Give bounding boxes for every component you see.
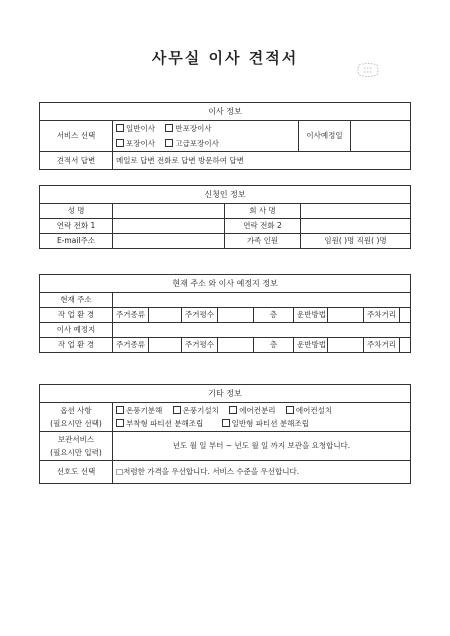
storage-period-field[interactable]: 년도 월 일 부터 ~ 년도 월 일 까지 보관을 요청합니다. xyxy=(113,432,411,461)
aircon-removal-checkbox[interactable]: 에어컨분리 xyxy=(229,406,275,415)
family-count-field[interactable]: 임원( )명 직원( )명 xyxy=(301,234,411,249)
current-parking-distance-label: 주차거리 xyxy=(364,308,400,323)
phone1-label: 연락 전화 1 xyxy=(40,219,113,234)
company-label: 회 사 명 xyxy=(225,204,301,219)
address-info-table xyxy=(39,274,411,353)
address-info-header: 현재 주소 와 이사 예정지 정보 xyxy=(40,275,411,293)
current-env-label: 작 업 환 경 xyxy=(40,308,113,323)
name-field[interactable] xyxy=(113,204,225,219)
document-title: 사무실 이사 견적서 xyxy=(151,49,299,67)
heater-disassembly-checkbox[interactable]: 온풍기분해 xyxy=(116,406,162,415)
extra-info-table xyxy=(39,384,411,484)
current-parking-distance-field[interactable] xyxy=(400,308,411,323)
planned-carry-method-label: 운반방법 xyxy=(294,338,328,353)
quote-reply-options[interactable]: 메일로 답변 전화로 답변 방문하여 답변 xyxy=(113,152,411,170)
company-field[interactable] xyxy=(301,204,411,219)
name-label: 성 명 xyxy=(40,204,113,219)
stamp-mark xyxy=(356,62,380,78)
planned-parking-distance-field[interactable] xyxy=(400,338,411,353)
aircon-install-checkbox[interactable]: 에어컨설치 xyxy=(286,406,332,415)
storage-label: 보관서비스 (필요시만 입력) xyxy=(40,432,113,461)
current-floor-label: 층 xyxy=(254,308,294,323)
family-count-label: 가족 인원 xyxy=(225,234,301,249)
applicant-info-header: 신청인 정보 xyxy=(40,186,411,204)
planned-housing-size-label: 주거평수 xyxy=(182,338,218,353)
planned-housing-type-label: 주거종류 xyxy=(113,338,149,353)
current-housing-size-field[interactable] xyxy=(218,308,254,323)
current-carry-method-field[interactable] xyxy=(328,308,364,323)
phone2-label: 연락 전화 2 xyxy=(225,219,301,234)
current-address-field[interactable] xyxy=(113,293,411,308)
move-info-header: 이사 정보 xyxy=(40,103,411,121)
planned-floor-label: 층 xyxy=(254,338,294,353)
planned-env-label: 작 업 환 경 xyxy=(40,338,113,353)
email-label: E-mail주소 xyxy=(40,234,113,249)
current-housing-type-field[interactable] xyxy=(149,308,182,323)
standard-partition-checkbox[interactable]: 일반형 파티션 분해조립 xyxy=(222,419,309,428)
planned-housing-type-field[interactable] xyxy=(149,338,182,353)
planned-parking-distance-label: 주차거리 xyxy=(364,338,400,353)
phone2-field[interactable] xyxy=(301,219,411,234)
service-select-label: 서비스 선택 xyxy=(40,121,113,152)
applicant-info-table xyxy=(39,185,411,249)
extra-info-header: 기타 정보 xyxy=(40,385,411,403)
half-pack-move-checkbox[interactable]: 반포장이사 xyxy=(165,124,211,133)
email-field[interactable] xyxy=(113,234,225,249)
preference-options[interactable]: □저렴한 가격을 우선합니다. 서비스 수준을 우선합니다. xyxy=(113,461,411,484)
planned-housing-size-field[interactable] xyxy=(218,338,254,353)
full-pack-move-checkbox[interactable]: 포장이사 xyxy=(116,139,155,148)
move-date-label: 이사예정일 xyxy=(299,121,351,152)
attached-partition-checkbox[interactable]: 부착형 파티션 분해조립 xyxy=(116,419,203,428)
phone1-field[interactable] xyxy=(113,219,225,234)
current-housing-size-label: 주거평수 xyxy=(182,308,218,323)
quote-reply-label: 견적서 답변 xyxy=(40,152,113,170)
planned-address-field[interactable] xyxy=(113,323,411,338)
preference-label: 선호도 선택 xyxy=(40,461,113,484)
planned-carry-method-field[interactable] xyxy=(328,338,364,353)
premium-pack-move-checkbox[interactable]: 고급포장이사 xyxy=(165,139,218,148)
option-label: 옵션 사항 (필요시만 선택) xyxy=(40,403,113,432)
general-move-checkbox[interactable]: 일반이사 xyxy=(116,124,155,133)
heater-install-checkbox[interactable]: 온풍기설치 xyxy=(173,406,219,415)
current-address-label: 현재 주소 xyxy=(40,293,113,308)
current-housing-type-label: 주거종류 xyxy=(113,308,149,323)
current-carry-method-label: 운반방법 xyxy=(294,308,328,323)
planned-address-label: 이사 예정지 xyxy=(40,323,113,338)
move-date-field[interactable] xyxy=(351,121,411,152)
move-info-table xyxy=(39,102,411,170)
